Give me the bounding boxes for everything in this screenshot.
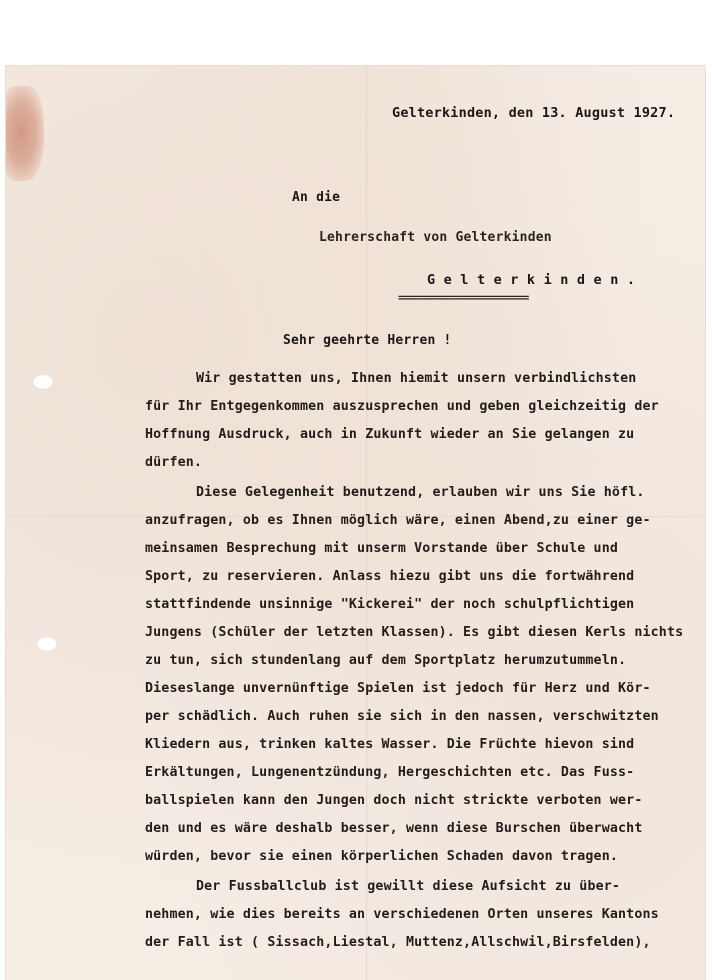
paragraph-2-line-13: den und es wäre deshalb besser, wenn diese Burschen überwacht bbox=[145, 821, 643, 836]
paragraph-2-line-10: Kliedern aus, trinken kaltes Wasser. Die Früchte hievon sind bbox=[145, 737, 635, 752]
paragraph-2-line-11: Erkältungen, Lungenentzündung, Hergeschichten etc. Das Fuss- bbox=[145, 765, 635, 780]
city-underline-rule: ======================== bbox=[398, 291, 529, 304]
recipient-city: G e l t e r k i n d e n . bbox=[427, 272, 636, 288]
paragraph-1-line-2: für Ihr Entgegenkommen auszusprechen und geben gleichzeitig der bbox=[145, 399, 659, 414]
place-date: Gelterkinden, den 13. August 1927. bbox=[392, 105, 676, 121]
paragraph-2-line-2: anzufragen, ob es Ihnen möglich wäre, einen Abend,zu einer ge- bbox=[145, 513, 651, 528]
paragraph-3-line-2: nehmen, wie dies bereits an verschiedenen Orten unseres Kantons bbox=[145, 907, 659, 922]
paragraph-3-line-3: der Fall ist ( Sissach,Liestal, Muttenz,Allschwil,Birsfelden), bbox=[145, 935, 651, 950]
paper-stain bbox=[6, 86, 44, 181]
paragraph-2-line-4: Sport, zu reservieren. Anlass hiezu gibt uns die fortwährend bbox=[145, 569, 635, 584]
paragraph-1-line-4: dürfen. bbox=[145, 455, 203, 470]
paragraph-1-line-1: Wir gestatten uns, Ihnen hiemit unsern verbindlichsten bbox=[196, 371, 637, 386]
punch-hole-bottom bbox=[36, 636, 58, 652]
paragraph-3-line-1: Der Fussballclub ist gewillt diese Aufsicht zu über- bbox=[196, 879, 621, 894]
paragraph-2-line-8: Dieseslange unvernünftige Spielen ist jedoch für Herz und Kör- bbox=[145, 681, 651, 696]
recipient-line-1: An die bbox=[292, 190, 341, 205]
paragraph-2-line-7: zu tun, sich stundenlang auf dem Sportplatz herumzutummeln. bbox=[145, 653, 627, 668]
paragraph-2-line-9: per schädlich. Auch ruhen sie sich in den nassen, verschwitzten bbox=[145, 709, 659, 724]
paragraph-2-line-3: meinsamen Besprechung mit unserm Vorstande über Schule und bbox=[145, 541, 619, 556]
paragraph-2-line-12: ballspielen kann den Jungen doch nicht strickte verboten wer- bbox=[145, 793, 643, 808]
punch-hole-top bbox=[32, 374, 54, 390]
salutation: Sehr geehrte Herren ! bbox=[283, 333, 452, 348]
recipient-line-2: Lehrerschaft von Gelterkinden bbox=[319, 230, 552, 245]
paragraph-1-line-3: Hoffnung Ausdruck, auch in Zukunft wieder an Sie gelangen zu bbox=[145, 427, 635, 442]
paragraph-2-line-5: stattfindende unsinnige "Kickerei" der noch schulpflichtigen bbox=[145, 597, 635, 612]
paragraph-2-line-14: würden, bevor sie einen körperlichen Schaden davon tragen. bbox=[145, 849, 619, 864]
paragraph-2-line-1: Diese Gelegenheit benutzend, erlauben wir uns Sie höfl. bbox=[196, 485, 645, 500]
paragraph-2-line-6: Jungens (Schüler der letzten Klassen). Es gibt diesen Kerls nichts bbox=[145, 625, 684, 640]
